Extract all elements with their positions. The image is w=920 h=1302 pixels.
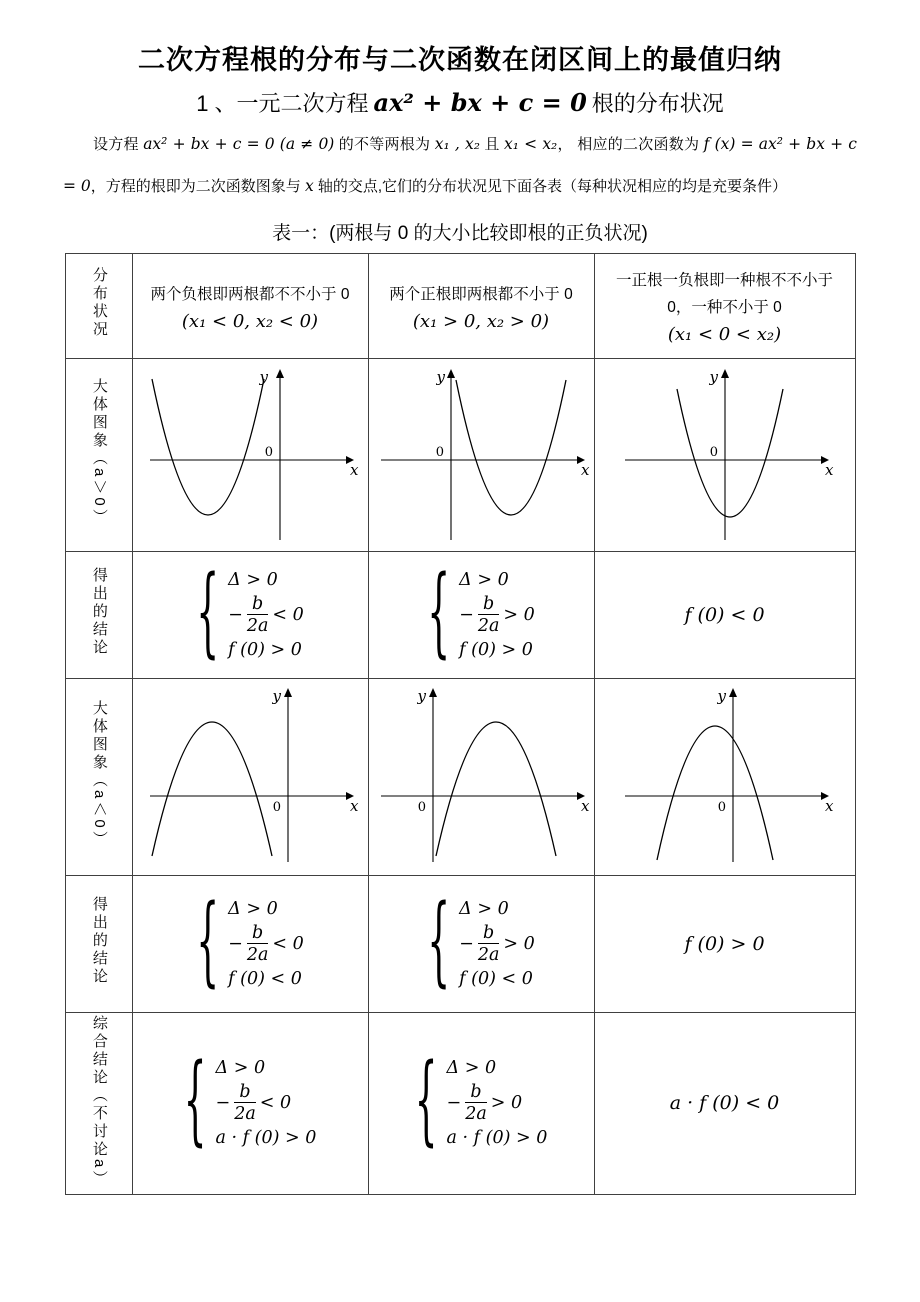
parabola-curve [152, 379, 264, 515]
conclusion-cell [368, 1012, 594, 1194]
x-axis-label: x [581, 460, 590, 479]
conclusion-system [414, 1046, 548, 1158]
origin-label: 0 [709, 444, 718, 460]
minus-sign: − [446, 1093, 462, 1114]
fraction: $\frac{b}{2a}$ [465, 1082, 487, 1125]
row-label-cell [65, 551, 132, 678]
table-row-combined-conclusions [65, 1012, 855, 1194]
y-axis-arrow [721, 369, 729, 378]
row-label-conclusion: 得出的结论 [90, 896, 108, 987]
x-axis-label: x [350, 460, 359, 479]
y-axis-label: y [436, 367, 445, 386]
comparison: > 0 [503, 933, 535, 954]
y-axis-label: y [709, 367, 718, 386]
parabola-curve [436, 722, 556, 856]
condition-vertex [447, 1082, 523, 1124]
graph-down-both-negative [140, 684, 360, 869]
origin-label: 0 [435, 444, 444, 460]
origin-label: 0 [717, 800, 726, 816]
condition-vertex [228, 594, 304, 636]
fraction: $\frac{b}{2a}$ [477, 593, 500, 636]
conclusion-cell [368, 551, 594, 678]
condition-af0: a · f (0) > 0 [446, 1128, 548, 1149]
condition-f0: f (0) < 0 [684, 603, 765, 626]
intro-text: 的不等两根为 [334, 136, 435, 153]
header-text: 两个负根即两根都不不小于 0 [150, 285, 350, 303]
fraction: $\frac{b}{2a}$ [246, 593, 269, 636]
intro-formula: x [304, 176, 314, 195]
minus-sign: − [228, 604, 243, 625]
y-axis-label: y [272, 687, 281, 706]
conclusion-cell [132, 1012, 368, 1194]
condition-f0: f (0) > 0 [684, 932, 765, 955]
row-label-conclusion: 得出的结论 [90, 567, 108, 658]
comparison: > 0 [490, 1093, 523, 1114]
intro-text: 轴的交点,它们的分布状况见下面各表（每种状况相应的均是充要条件） [313, 177, 788, 195]
conclusion-cell [594, 875, 855, 1012]
intro-paragraph [63, 124, 857, 208]
condition-delta: Δ > 0 [459, 898, 509, 919]
header-math: (x₁ < 0, x₂ < 0) [181, 310, 319, 332]
condition-f0: f (0) > 0 [228, 639, 302, 660]
section-heading-prefix: 1 、一元二次方程 [196, 91, 369, 116]
fraction: $\frac{b}{2a}$ [246, 922, 269, 965]
graph-down-mixed-roots [615, 684, 835, 869]
condition-vertex [459, 594, 535, 636]
row-label-cell [65, 253, 132, 358]
header-math: (x₁ > 0, x₂ > 0) [412, 310, 550, 332]
parabola-curve [677, 389, 783, 517]
minus-sign: − [459, 933, 474, 954]
origin-label: 0 [272, 800, 281, 816]
table-row-headers [65, 253, 855, 358]
condition-vertex [459, 923, 535, 965]
conclusion-cell [594, 1012, 855, 1194]
row-label-cell [65, 358, 132, 551]
graph-cell [132, 678, 368, 875]
parabola-curve [456, 380, 566, 515]
header-text: 一正根一负根即一种根不不小于 0，一种不小于 0 [615, 272, 833, 316]
condition-delta: Δ > 0 [228, 569, 278, 590]
comparison: > 0 [503, 604, 535, 625]
graph-cell [594, 678, 855, 875]
table-row-conclusions-a-negative [65, 875, 855, 1012]
table-caption: 表一：(两根与 0 的大小比较即根的正负状况) [272, 222, 648, 244]
conclusion-system [427, 886, 535, 998]
conclusion-system [196, 886, 304, 998]
y-axis-arrow [729, 688, 737, 697]
conclusion-cell [132, 875, 368, 1012]
header-math: (x₁ < 0 < x₂) [667, 324, 782, 346]
intro-formula: f (x) = ax² + bx + c = 0 [63, 135, 857, 195]
section-heading-suffix: 根的分布状况 [591, 91, 724, 116]
minus-sign: − [228, 933, 243, 954]
row-label-cell [65, 678, 132, 875]
graph-up-both-positive [371, 365, 591, 545]
y-axis-label: y [717, 687, 726, 706]
condition-f0: f (0) < 0 [228, 968, 302, 989]
row-label-graph-a-negative: 大体图象（a＜0） [90, 699, 108, 849]
conclusion-cell [368, 875, 594, 1012]
left-brace: { [414, 1046, 438, 1158]
y-axis-label: y [259, 367, 268, 386]
x-axis-label: x [824, 797, 833, 816]
conclusion-system [196, 557, 304, 669]
left-brace: { [196, 557, 220, 669]
condition-f0: f (0) < 0 [459, 968, 533, 989]
x-axis-label: x [350, 797, 359, 816]
conclusion-system [427, 557, 535, 669]
graph-up-mixed-roots [615, 365, 835, 545]
section-heading-formula: ax² + bx + c = 0 [373, 88, 587, 117]
parabola-curve [657, 726, 773, 860]
row-label-distribution: 分布状况 [90, 267, 108, 340]
intro-text: ，方程的根即为二次函数图象与 [90, 177, 305, 195]
origin-label: 0 [264, 444, 273, 460]
table-row-graphs-a-negative [65, 678, 855, 875]
row-label-cell [65, 875, 132, 1012]
y-axis-arrow [447, 369, 455, 378]
intro-formula: x₁ < x₂ [504, 135, 558, 153]
minus-sign: − [215, 1093, 231, 1114]
left-brace: { [427, 886, 451, 998]
y-axis-label: y [417, 687, 426, 706]
y-axis-arrow [429, 688, 437, 697]
graph-cell [368, 358, 594, 551]
section-heading [63, 87, 857, 118]
header-cell-pos-roots [368, 253, 594, 358]
intro-text: 设方程 [93, 136, 144, 153]
fraction: $\frac{b}{2a}$ [234, 1082, 256, 1125]
parabola-curve [152, 722, 272, 856]
left-brace: { [196, 886, 220, 998]
graph-cell [132, 358, 368, 551]
x-axis-label: x [581, 797, 590, 816]
left-brace: { [427, 557, 451, 669]
condition-vertex [228, 923, 304, 965]
fraction: $\frac{b}{2a}$ [477, 922, 500, 965]
comparison: < 0 [259, 1093, 292, 1114]
intro-text: ， 相应的二次函数为 [557, 136, 704, 153]
conclusion-system [183, 1046, 317, 1158]
header-text: 两个正根即两根都不小于 0 [389, 285, 573, 303]
condition-af0: a · f (0) > 0 [215, 1128, 317, 1149]
y-axis-arrow [284, 688, 292, 697]
conclusion-cell [594, 551, 855, 678]
origin-label: 0 [417, 800, 426, 816]
header-cell-neg-roots [132, 253, 368, 358]
header-cell-mixed-roots [594, 253, 855, 358]
intro-formula: ax² + bx + c = 0 (a ≠ 0) [143, 135, 335, 153]
table-row-graphs-a-positive [65, 358, 855, 551]
x-axis-label: x [824, 460, 833, 479]
graph-down-both-positive [371, 684, 591, 869]
graph-cell [368, 678, 594, 875]
left-brace: { [183, 1046, 207, 1158]
condition-af0: a · f (0) < 0 [669, 1092, 780, 1115]
condition-vertex [216, 1082, 292, 1124]
table-row-conclusions-a-positive [65, 551, 855, 678]
condition-delta: Δ > 0 [228, 898, 278, 919]
condition-delta: Δ > 0 [459, 569, 509, 590]
root-distribution-table [65, 253, 856, 1195]
intro-formula: x₁ , x₂ [434, 135, 480, 153]
comparison: < 0 [272, 933, 304, 954]
row-label-cell [65, 1012, 132, 1194]
condition-delta: Δ > 0 [215, 1058, 266, 1079]
condition-f0: f (0) > 0 [459, 639, 533, 660]
condition-delta: Δ > 0 [446, 1058, 497, 1079]
y-axis-arrow [276, 369, 284, 378]
graph-cell [594, 358, 855, 551]
conclusion-cell [132, 551, 368, 678]
doc-title: 二次方程根的分布与二次函数在闭区间上的最值归纳 [138, 45, 782, 75]
intro-text: 且 [479, 136, 505, 153]
row-label-graph-a-positive: 大体图象（a＞0） [90, 377, 108, 527]
minus-sign: − [459, 604, 474, 625]
graph-up-both-negative [140, 365, 360, 545]
comparison: < 0 [272, 604, 304, 625]
row-label-combined: 综合结论（不讨论a） [90, 1014, 108, 1189]
